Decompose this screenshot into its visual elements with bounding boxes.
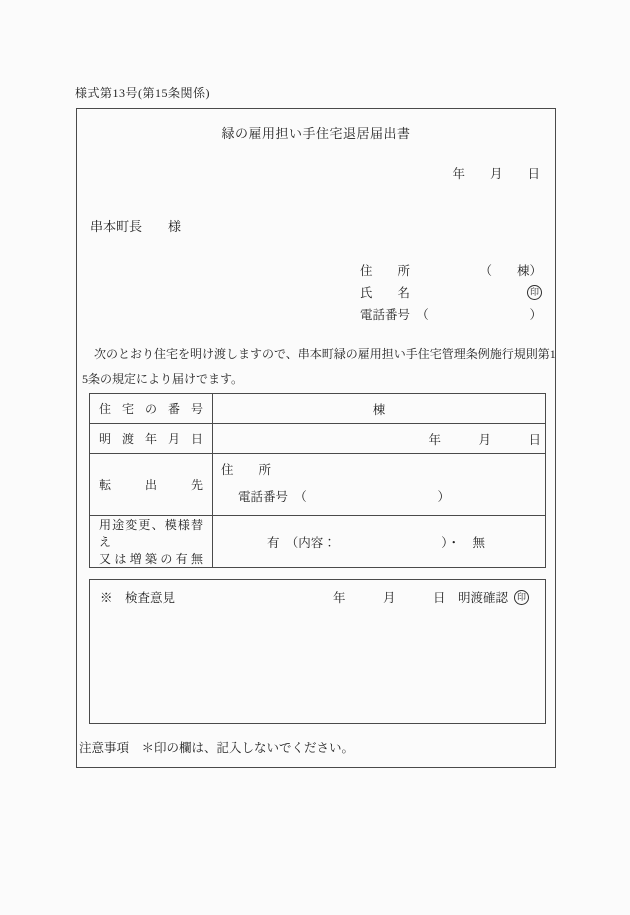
body-paragraph: 次のとおり住宅を明け渡しますので、串本町緑の雇用担い手住宅管理条例施行規則第15条の規定により届けでます。 xyxy=(82,347,556,386)
forwarding-value-cell xyxy=(213,454,546,516)
inspection-label: ※ 検査意見 xyxy=(100,591,176,605)
applicant-block xyxy=(360,259,542,325)
forwarding-address-label: 住 所 xyxy=(221,463,272,477)
applicant-address-row xyxy=(360,259,542,281)
applicant-name-row xyxy=(360,281,542,303)
house-number-label: 住宅の番号 xyxy=(99,402,203,416)
document-title: 緑の雇用担い手住宅退居届出書 xyxy=(221,126,411,141)
table-row-alterations xyxy=(90,516,546,568)
vacate-date-value-cell: 年 月 日 xyxy=(213,424,546,454)
housing-table xyxy=(89,393,546,568)
table-row-forwarding-address xyxy=(90,454,546,516)
vacate-date-label: 明渡年月日 xyxy=(99,432,203,446)
applicant-phone-row xyxy=(360,303,542,325)
address-unit-suffix: （ 棟） xyxy=(479,264,542,278)
seal-icon: 印 xyxy=(527,285,542,300)
table-row-house-number xyxy=(90,394,546,424)
house-number-value-cell: 棟 xyxy=(213,394,546,424)
forwarding-phone-line xyxy=(238,487,450,505)
name-label: 氏 名 xyxy=(360,286,411,300)
form-outer-border xyxy=(76,108,556,768)
phone-close-paren: ） xyxy=(529,308,542,322)
alterations-value-cell xyxy=(213,516,546,568)
alterations-label-line1: 用途変更、模様替え xyxy=(99,518,203,549)
seal-icon: 印 xyxy=(514,590,529,605)
inspection-box xyxy=(89,579,546,724)
inspection-date-confirm xyxy=(333,588,529,606)
form-number-label: 様式第13号(第15条関係) xyxy=(75,86,210,100)
alterations-yes-label: 有 （内容： xyxy=(267,535,336,550)
forwarding-label: 転出先 xyxy=(99,478,203,492)
forwarding-phone-label: 電話番号 （ xyxy=(238,490,307,504)
addressee-line: 串本町長 様 xyxy=(90,219,182,234)
inspection-date-line: 年 月 日 明渡確認 xyxy=(332,591,508,605)
alterations-label-line2: 又は増築の有無 xyxy=(99,552,203,566)
forwarding-phone-close: ） xyxy=(437,490,450,504)
caution-note: 注意事項 ＊印の欄は、記入しないでください。 xyxy=(79,741,355,755)
phone-label: 電話番号 （ xyxy=(360,308,429,322)
address-label: 住 所 xyxy=(360,264,411,278)
alterations-no-label: ）・ 無 xyxy=(441,535,485,550)
submission-date-line: 年 月 日 xyxy=(452,167,540,181)
table-row-vacate-date xyxy=(90,424,546,454)
